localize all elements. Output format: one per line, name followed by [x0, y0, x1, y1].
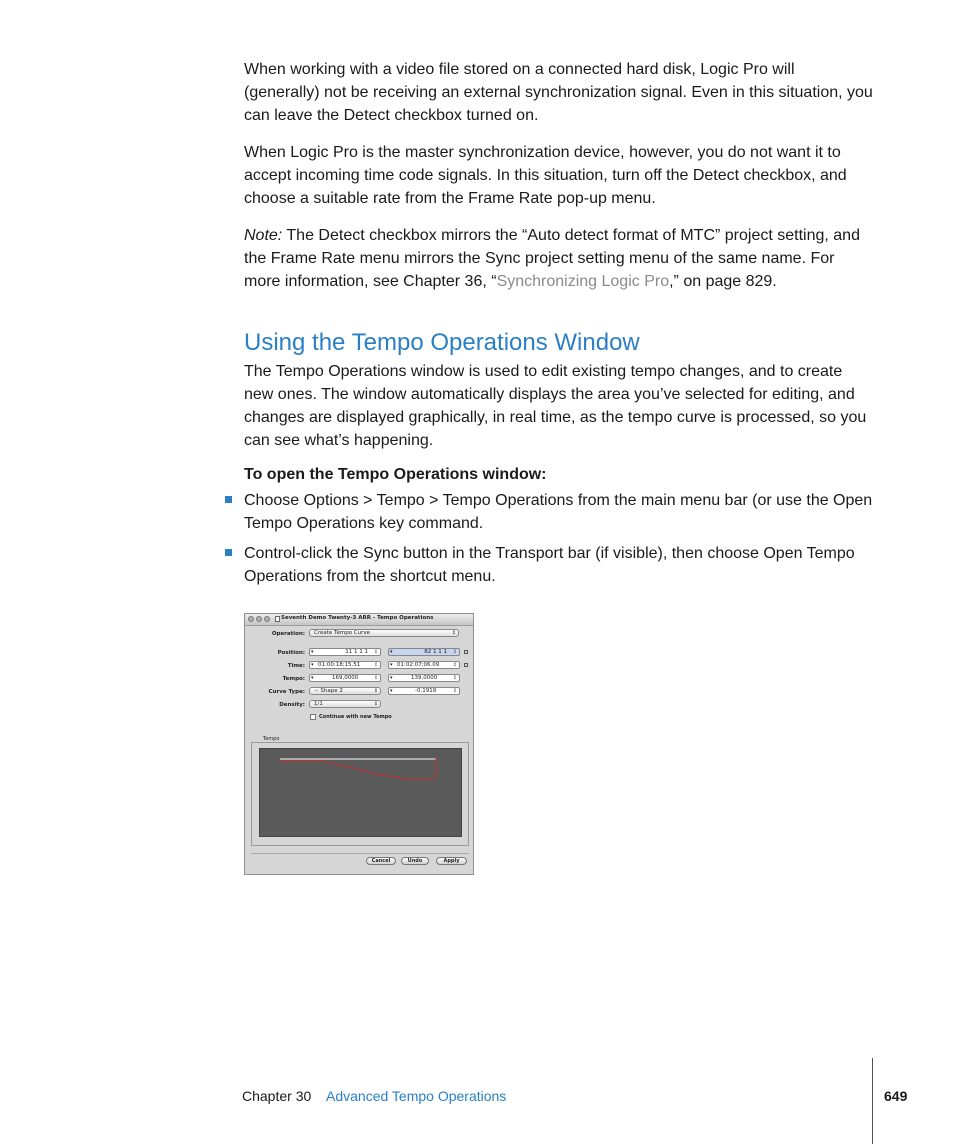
stepper-icon: ↕ [373, 649, 378, 655]
apply-button[interactable]: Apply [436, 857, 467, 865]
note-text-end: ,” on page 829. [669, 273, 777, 290]
curve-type-value: Shape 2 [320, 688, 343, 694]
lock-icon[interactable] [464, 650, 468, 654]
tempo-operations-window [244, 613, 474, 875]
window-title: Seventh Demo Twenty-3 ARR - Tempo Operations [281, 615, 434, 621]
down-arrow-icon: ▾ [390, 688, 393, 694]
paragraph-master-sync: When Logic Pro is the master synchronization device, however, you do not want it to accept incoming time code signals. In this situation, turn off the Detect checkbox, and choose a suitable rate from the Frame Rate pop-up menu. [244, 144, 847, 207]
note-paragraph [244, 224, 874, 293]
position-start-field[interactable] [309, 648, 381, 656]
minimize-button[interactable] [256, 616, 262, 622]
curve-type-label: Curve Type: [268, 689, 305, 695]
down-arrow-icon: ▾ [311, 662, 314, 668]
time-end-value: 01:02:07;06.09 [397, 662, 440, 668]
bullet-item [244, 489, 874, 535]
time-label: Time: [287, 663, 305, 669]
cancel-button[interactable]: Cancel [366, 857, 396, 865]
synchronizing-link[interactable]: Synchronizing Logic Pro [496, 273, 670, 290]
operation-popup[interactable] [309, 629, 459, 637]
curve-type-popup[interactable] [309, 687, 381, 695]
down-arrow-icon: ▾ [311, 675, 314, 681]
stepper-icon: ↕ [452, 662, 457, 668]
tempo-start-field[interactable] [309, 674, 381, 682]
stepper-icon: ↕ [452, 688, 457, 694]
stepper-icon: ↕ [373, 662, 378, 668]
tempo-curve-plot [260, 749, 463, 838]
zoom-button[interactable] [264, 616, 270, 622]
operation-value: Create Tempo Curve [314, 630, 371, 636]
down-arrow-icon: ▾ [311, 649, 314, 655]
undo-button[interactable]: Undo [401, 857, 429, 865]
time-start-value: 01:00:18;15.51 [318, 662, 361, 668]
tempo-end-value: 139,0000 [411, 675, 438, 681]
tempo-start-value: 169,0000 [332, 675, 359, 681]
density-value: 1/1 [314, 701, 323, 707]
bullet-text: Control-click the Sync button in the Transport bar (if visible), then choose Open Tempo Operations from the shortcut menu. [244, 545, 855, 585]
document-icon [275, 616, 280, 622]
stepper-icon: ↕ [452, 649, 457, 655]
curve-shape-icon: ∽ [314, 688, 319, 694]
position-label: Position: [277, 650, 305, 656]
window-titlebar [245, 614, 473, 626]
down-arrow-icon: ▾ [390, 662, 393, 668]
stepper-icon: ↕ [452, 675, 457, 681]
note-label: Note: [244, 227, 283, 244]
section-intro: The Tempo Operations window is used to edit existing tempo changes, and to create new ones. The window automatically displays the area you’ve selected for editing, and changes are displayed graphically, in real time, as the tempo curve is processed, so you can see what’s happening. [244, 363, 867, 449]
footer-chapter: Chapter 30 [242, 1088, 312, 1104]
close-button[interactable] [248, 616, 254, 622]
time-start-field[interactable] [309, 661, 381, 669]
tempo-end-field[interactable] [388, 674, 460, 682]
down-arrow-icon: ▾ [390, 649, 393, 655]
curve-amount-value: -0,1919 [415, 688, 437, 694]
footer-chapter-title[interactable]: Advanced Tempo Operations [326, 1088, 507, 1104]
popup-arrows-icon: ↕ [373, 688, 378, 694]
density-popup[interactable] [309, 700, 381, 708]
popup-arrows-icon: ↕ [373, 701, 378, 707]
tempo-group-label: Tempo [263, 736, 280, 742]
footer-divider [872, 1058, 873, 1144]
density-label: Density: [279, 702, 305, 708]
tempo-label: Tempo: [282, 676, 305, 682]
time-end-field[interactable] [388, 661, 460, 669]
bullet-text: Choose Options > Tempo > Tempo Operations from the main menu bar (or use the Open Tempo Operations key command. [244, 492, 873, 532]
continue-tempo-checkbox[interactable] [310, 714, 316, 720]
page-number: 649 [884, 1088, 908, 1104]
task-title: To open the Tempo Operations window: [244, 466, 547, 483]
operation-label: Operation: [271, 631, 305, 637]
tempo-curve-line [280, 757, 436, 779]
button-separator [251, 853, 469, 854]
bullet-square-icon [225, 496, 232, 503]
section-heading: Using the Tempo Operations Window [244, 329, 640, 356]
bullet-square-icon [225, 549, 232, 556]
note-text: The Detect checkbox mirrors the “Auto detect format of MTC” project setting, and the Frame Rate menu mirrors the Sync project setting menu of the same name. For more information, see Chapter 36, “ [244, 227, 860, 290]
continue-tempo-label: Continue with new Tempo [319, 714, 392, 720]
position-end-field[interactable] [388, 648, 460, 656]
tempo-graph[interactable] [259, 748, 462, 837]
popup-arrows-icon: ↕ [451, 630, 456, 636]
position-start-value: 11 1 1 1 [345, 649, 368, 655]
paragraph-video-sync: When working with a video file stored on a connected hard disk, Logic Pro will (generally) not be receiving an external synchronization signal. Even in this situation, you can leave the Detect checkbox turned on. [244, 61, 873, 124]
bullet-item [244, 542, 874, 588]
curve-amount-field[interactable] [388, 687, 460, 695]
stepper-icon: ↕ [373, 675, 378, 681]
lock-icon[interactable] [464, 663, 468, 667]
position-end-value: 82 1 1 1 [424, 649, 447, 655]
down-arrow-icon: ▾ [390, 675, 393, 681]
